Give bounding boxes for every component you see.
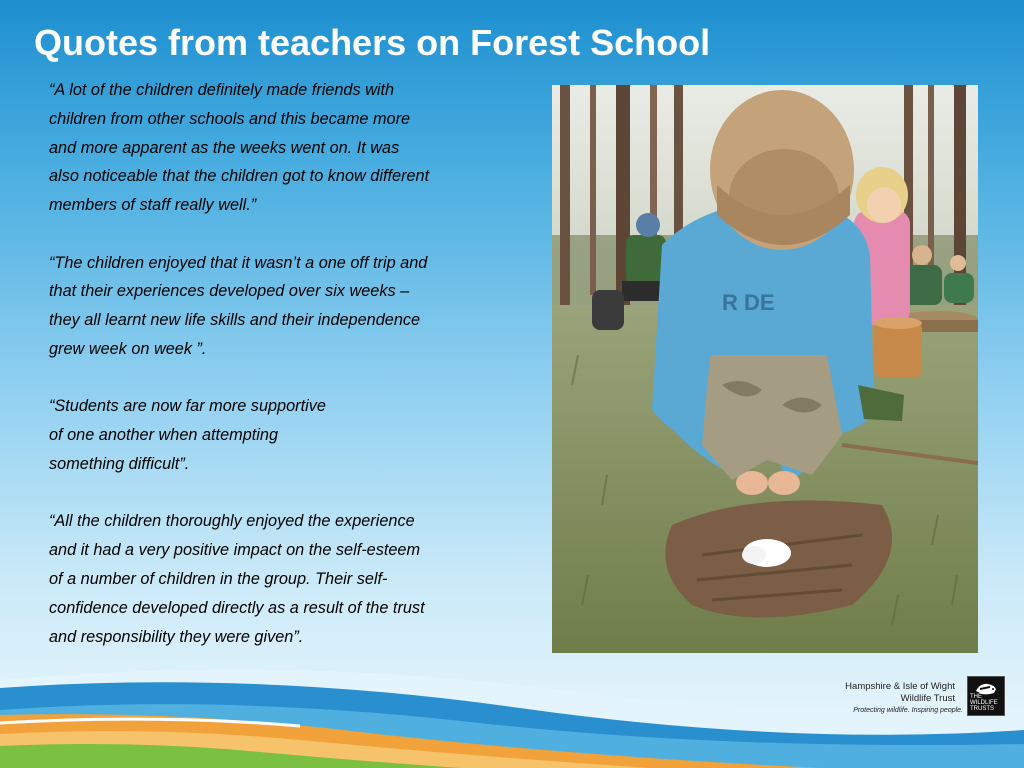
quote-line: “All the children thoroughly enjoyed the experience [49,512,415,531]
logo-org-name-line2: Wildlife Trust [900,693,955,704]
emblem-text: THE WILDLIFE TRUSTS [970,694,998,712]
quote-line: “The children enjoyed that it wasn’t a one off trip and [49,253,428,272]
slide-title: Quotes from teachers on Forest School [34,22,711,63]
quote-line: and more apparent as the weeks went on. It was [49,138,400,157]
quote-line: something difficult”. [49,454,190,473]
quote-4 [49,507,499,651]
logo-org-name-line1: Hampshire & Isle of Wight [845,681,955,692]
quote-line: and it had a very positive impact on the self-esteem [49,541,421,560]
quote-line: they all learnt new life skills and their independence [49,311,421,330]
logo-tagline: Protecting wildlife. Inspiring people. [853,707,963,714]
quote-line: “A lot of the children definitely made friends with [49,81,395,99]
wildlife-trusts-emblem [967,676,1005,716]
quote-line: of a number of children in the group. Their self- [49,569,388,588]
wildlife-trust-logo [845,676,1015,726]
quote-line: and responsibility they were given”. [49,627,304,646]
quote-2 [49,249,499,364]
quote-3 [49,392,499,478]
quote-line: children from other schools and this became more [49,109,411,128]
forest-school-photo [552,85,978,653]
quote-line: grew week on week ”. [49,339,207,358]
quote-line: members of staff really well.” [49,196,257,215]
quotes-column [49,76,499,680]
quote-1 [49,76,499,220]
quote-line: “Students are now far more supportive [49,397,326,416]
quote-line: also noticeable that the children got to know different [49,167,430,186]
quote-line: confidence developed directly as a result of the trust [49,598,425,617]
svg-text:R DE: R DE [722,290,775,315]
quote-line: of one another when attempting [49,426,279,445]
quote-line: that their experiences developed over six weeks – [49,282,410,301]
